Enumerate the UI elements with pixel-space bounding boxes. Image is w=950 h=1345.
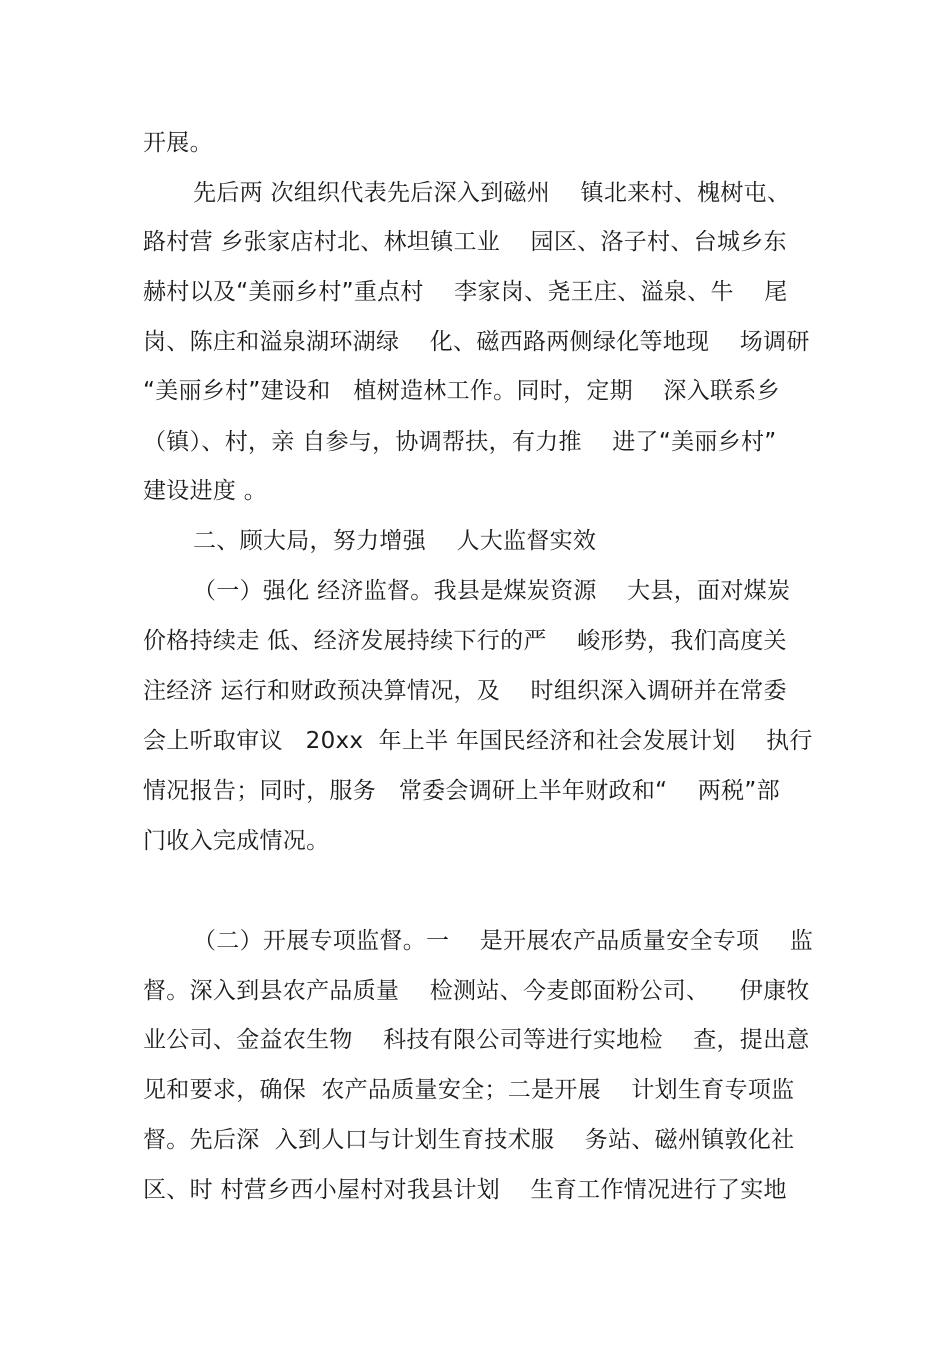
text-line: 注经济 运行和财政预决算情况，及 时组织深入调研并在常委 [143, 678, 787, 704]
text-line: 开展。 [143, 130, 213, 156]
text-line: 情况报告；同时，服务 常委会调研上半年财政和“ 两税”部 [143, 778, 780, 804]
text-line: 价格持续走 低、经济发展持续下行的严 峻形势，我们高度关 [143, 628, 787, 654]
text-line: 岗、陈庄和溢泉湖环湖绿 化、磁西路两侧绿化等地现 场调研 [143, 329, 810, 355]
text-line: 业公司、金益农生物 科技有限公司等进行实地检 查，提出意 [143, 1027, 810, 1053]
text-line: （镇）、村，亲 自参与，协调帮扶，有力推 进了“美丽乡村” [143, 429, 777, 455]
text-line: 见和要求，确保 农产品质量安全；二是开展 计划生育专项监 [143, 1077, 795, 1103]
text-line: 门收入完成情况。 [143, 828, 330, 854]
text-line: 区、时 村营乡西小屋村对我县计划 生育工作情况进行了实地 [143, 1177, 787, 1203]
text-line: （二）开展专项监督。一 是开展农产品质量安全专项 监 [193, 928, 814, 954]
text-line: 建设进度 。 [143, 478, 268, 504]
text-line: 会上听取审议 20xx 年上半 年国民经济和社会发展计划 执行 [143, 728, 813, 754]
text-line: 督。深入到县农产品质量 检测站、今麦郎面粉公司、 伊康牧 [143, 978, 810, 1004]
text-line: 赫村以及“美丽乡村”重点村 李家岗、尧王庄、溢泉、牛 尾 [143, 279, 788, 305]
text-line: “美丽乡村”建设和 植树造林工作。同时，定期 深入联系乡 [143, 378, 780, 404]
section-heading: 二、顾大局，努力增强 人大监督实效 [193, 528, 597, 554]
text-line: 先后两 次组织代表先后深入到磁州 镇北来村、槐树屯、 [193, 180, 791, 206]
text-line: 路村营 乡张家店村北、林坦镇工业 园区、洛子村、台城乡东 [143, 229, 787, 255]
text-line: （一）强化 经济监督。我县是煤炭资源 大县，面对煤炭 [193, 578, 791, 604]
text-line: 督。先后深 入到人口与计划生育技术服 务站、磁州镇敦化社 [143, 1127, 795, 1153]
